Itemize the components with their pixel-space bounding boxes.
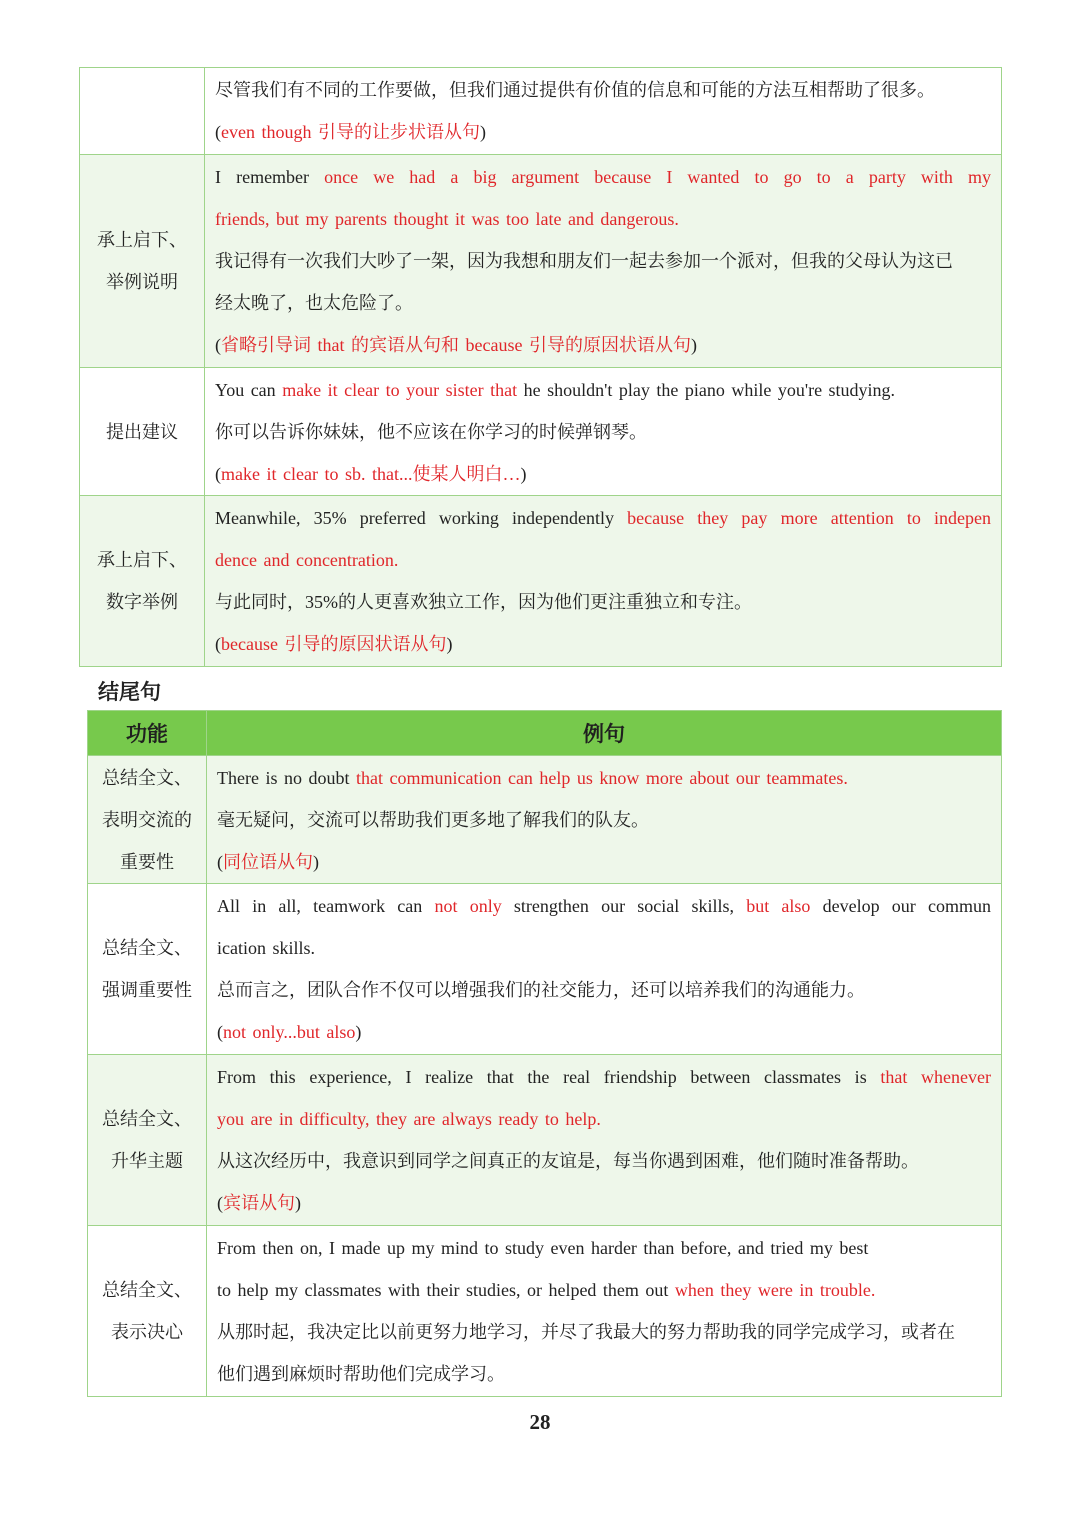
function-label: 提出建议 xyxy=(106,421,178,442)
example-cell xyxy=(207,1226,1002,1397)
function-cell xyxy=(88,884,207,1055)
table-row xyxy=(88,1055,1002,1226)
example-cell xyxy=(205,368,1002,496)
highlight-segment: that communication can help us know more about our teammates. xyxy=(355,767,848,788)
text-segment: Meanwhile, 35% preferred working independently xyxy=(215,508,628,528)
text-segment: ( xyxy=(215,122,221,142)
table-row xyxy=(80,496,1002,667)
example-line: From then on, I made up my mind to study even harder than before, and tried my best xyxy=(217,1238,869,1258)
example-cell xyxy=(207,884,1002,1055)
function-cell xyxy=(80,368,205,496)
example-line: 从那时起，我决定比以前更努力地学习，并尽了我最大的努力帮助我的同学完成学习，或者在 xyxy=(217,1322,955,1342)
text-segment: ) xyxy=(355,1022,362,1042)
header-example: 例句 xyxy=(207,711,1002,756)
highlight-segment: friends, but my parents thought it was too late and dangerous. xyxy=(215,209,679,229)
text-segment: ) xyxy=(446,634,453,654)
example-line xyxy=(217,885,991,927)
function-cell xyxy=(88,1055,207,1226)
example-line xyxy=(217,1056,991,1098)
text-segment: ( xyxy=(215,463,221,484)
function-label: 承上启下、举例说明 xyxy=(97,230,187,292)
text-segment: ) xyxy=(690,335,697,355)
highlight-segment: 宾语从句 xyxy=(223,1193,295,1213)
highlight-segment: that whenever xyxy=(880,1067,992,1087)
text-segment: All in all, teamwork can xyxy=(217,896,435,916)
table-row xyxy=(80,68,1002,155)
example-cell xyxy=(205,155,1002,368)
example-line: 他们遇到麻烦时帮助他们完成学习。 xyxy=(217,1364,505,1384)
example-line xyxy=(217,841,991,883)
example-line xyxy=(215,623,991,665)
example-line xyxy=(217,1098,991,1140)
example-line xyxy=(215,156,991,198)
table-row xyxy=(88,756,1002,884)
function-label: 总结全文、强调重要性 xyxy=(102,938,192,1000)
function-cell xyxy=(80,155,205,368)
example-line: ication skills. xyxy=(217,938,315,958)
text-segment: ( xyxy=(217,1022,223,1042)
example-line xyxy=(217,1269,991,1311)
function-cell xyxy=(80,68,205,155)
example-cell xyxy=(207,1055,1002,1226)
table-row xyxy=(88,1226,1002,1397)
highlight-segment: dence and concentration. xyxy=(215,550,399,570)
text-segment: ( xyxy=(215,634,221,654)
text-segment: develop our commun xyxy=(810,896,991,916)
text-segment: ( xyxy=(215,335,221,355)
example-line xyxy=(215,369,991,411)
example-cell xyxy=(205,496,1002,667)
text-segment: ( xyxy=(217,851,223,872)
highlight-segment: when they were in trouble. xyxy=(674,1280,876,1300)
page-number: 28 xyxy=(529,1410,551,1434)
text-segment: From this experience, I realize that the real friendship between classmates is xyxy=(217,1067,881,1087)
text-segment: he shouldn't play the piano while you're studying. xyxy=(517,379,896,400)
text-segment: ) xyxy=(479,122,486,142)
function-label: 总结全文、表明交流的重要性 xyxy=(102,767,192,872)
function-cell xyxy=(88,756,207,884)
example-line: 总而言之，团队合作不仅可以增强我们的社交能力，还可以培养我们的沟通能力。 xyxy=(217,980,865,1000)
section-title-closing: 结尾句 xyxy=(98,680,161,704)
example-line: 从这次经历中，我意识到同学之间真正的友谊是，每当你遇到困难，他们随时准备帮助。 xyxy=(217,1151,919,1171)
highlight-segment: even though 引导的让步状语从句 xyxy=(221,122,480,142)
example-line xyxy=(217,1182,991,1224)
function-label: 总结全文、表示决心 xyxy=(102,1280,192,1342)
highlight-segment: but also xyxy=(746,896,811,916)
highlight-segment: make it clear to your sister that xyxy=(282,379,518,400)
example-line xyxy=(215,324,991,366)
text-segment: There is no doubt xyxy=(217,767,356,788)
text-segment: ) xyxy=(295,1193,301,1213)
example-line xyxy=(215,453,991,495)
example-line xyxy=(215,497,991,539)
text-segment: to help my classmates with their studies, or helped them out xyxy=(217,1280,675,1300)
highlight-segment: because 引导的原因状语从句 xyxy=(221,634,447,654)
example-cell xyxy=(205,68,1002,155)
function-cell xyxy=(88,1226,207,1397)
text-segment: strengthen our social skills, xyxy=(501,896,747,916)
function-label: 总结全文、升华主题 xyxy=(102,1109,192,1171)
text-segment: You can xyxy=(215,379,283,400)
example-line xyxy=(215,539,991,581)
example-line: 我记得有一次我们大吵了一架，因为我想和朋友们一起去参加一个派对，但我的父母认为这已 xyxy=(215,251,953,271)
highlight-segment: not only...but also xyxy=(223,1022,356,1042)
example-line: 你可以告诉你妹妹，他不应该在你学习的时候弹钢琴。 xyxy=(215,421,647,442)
example-line xyxy=(217,1011,991,1053)
example-line: 毫无疑问，交流可以帮助我们更多地了解我们的队友。 xyxy=(217,809,649,830)
text-segment: ( xyxy=(217,1193,223,1213)
function-label: 承上启下、数字举例 xyxy=(97,550,187,612)
example-line xyxy=(215,198,991,240)
example-cell xyxy=(207,756,1002,884)
function-cell xyxy=(80,496,205,667)
highlight-segment: make it clear to sb. that...使某人明白… xyxy=(221,463,521,484)
highlight-segment: 省略引导词 that 的宾语从句和 because 引导的原因状语从句 xyxy=(221,335,691,355)
table-header-row xyxy=(88,711,1002,756)
example-line: 尽管我们有不同的工作要做，但我们通过提供有价值的信息和可能的方法互相帮助了很多。 xyxy=(215,80,935,100)
example-line xyxy=(215,111,991,153)
example-line: 与此同时，35%的人更喜欢独立工作，因为他们更注重独立和专注。 xyxy=(215,592,752,612)
highlight-segment: not only xyxy=(434,896,502,916)
table-row xyxy=(80,155,1002,368)
table-transition-sentences xyxy=(79,67,1002,667)
example-line: 经太晚了，也太危险了。 xyxy=(215,293,413,313)
text-segment: ) xyxy=(520,463,527,484)
text-segment: I remember xyxy=(215,167,325,187)
highlight-segment: once we had a big argument because I wanted to go to a party with my xyxy=(324,167,991,187)
highlight-segment: you are in difficulty, they are always ready to help. xyxy=(217,1109,601,1129)
highlight-segment: 同位语从句 xyxy=(223,851,313,872)
text-segment: ) xyxy=(313,851,319,872)
header-function: 功能 xyxy=(88,711,207,756)
table-row xyxy=(88,884,1002,1055)
table-row xyxy=(80,368,1002,496)
highlight-segment: because they pay more attention to indepen xyxy=(627,508,991,528)
example-line xyxy=(217,757,991,799)
table-closing-sentences xyxy=(87,710,1002,1397)
